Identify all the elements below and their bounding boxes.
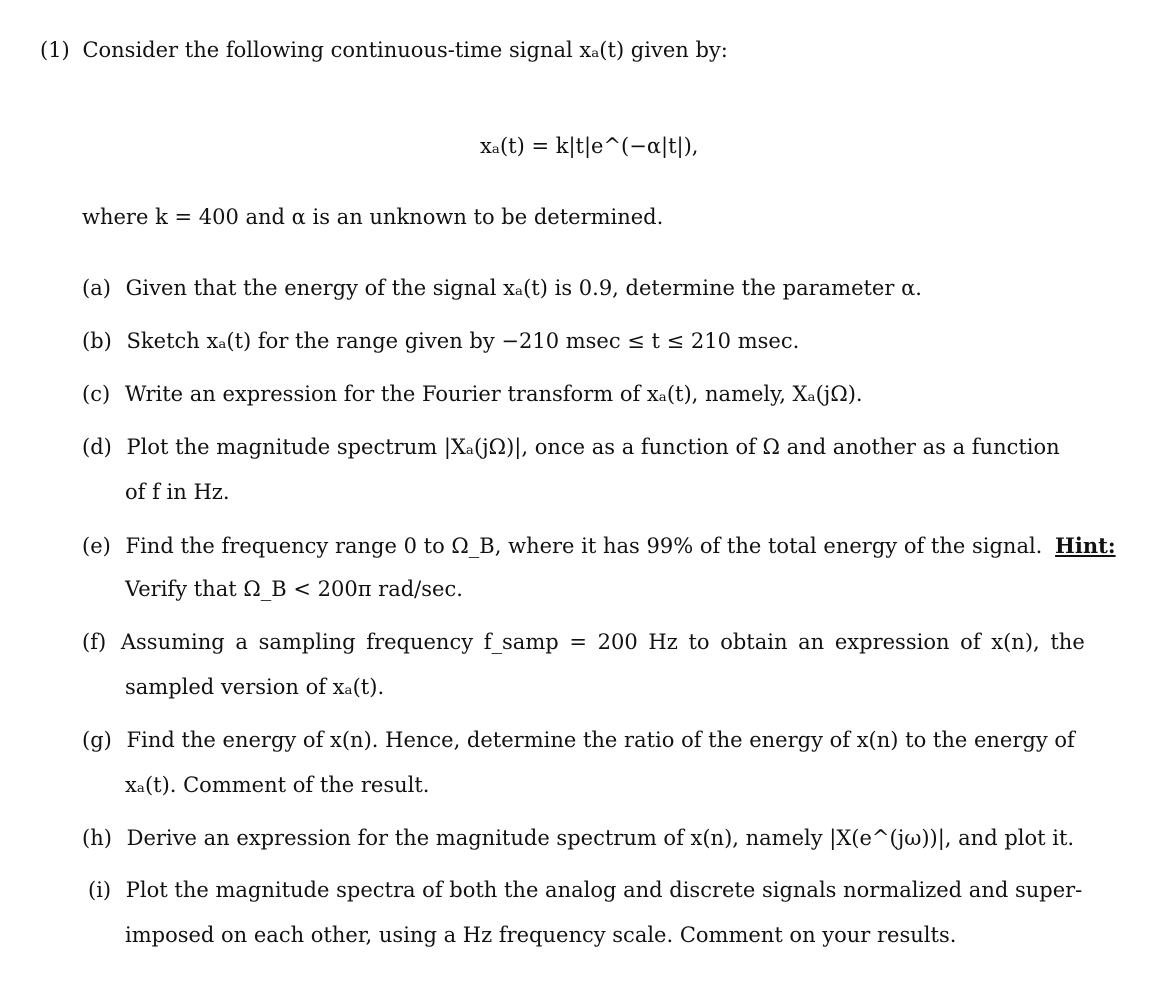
part-b-text: Sketch xₐ(t) for the range given by −210 msec ≤ t ≤ 210 msec. (126, 329, 800, 353)
part-e-label: (e) (82, 534, 111, 558)
part-c-text: Write an expression for the Fourier transform of xₐ(t), namely, Xₐ(jΩ). (124, 382, 863, 406)
problem-number: (1) (40, 38, 70, 62)
part-i-text-1: Plot the magnitude spectra of both the analog and discrete signals normalized and super- (125, 878, 1083, 902)
problem-intro: Consider the following continuous-time signal xₐ(t) given by: (82, 38, 728, 62)
part-e-text-2: Verify that Ω_B < 200π rad/sec. (125, 577, 463, 601)
part-f-label: (f) (82, 630, 107, 654)
part-d-text-1: Plot the magnitude spectrum |Xₐ(jΩ)|, once as a function of Ω and another as a function (126, 435, 1060, 459)
part-g-text-1: Find the energy of x(n). Hence, determine the ratio of the energy of x(n) to the energy of (126, 728, 1075, 752)
part-h-label: (h) (82, 826, 112, 850)
part-h-text: Derive an expression for the magnitude spectrum of x(n), namely |X(e^(jω))|, and plot it. (126, 826, 1075, 850)
part-e-text-1: Find the frequency range 0 to Ω_B, where it has 99% of the total energy of the signal. (125, 534, 1043, 558)
part-h (82, 826, 1074, 851)
part-e (82, 533, 1116, 559)
problem-intro-line (40, 38, 728, 63)
part-e-hint: Hint: (1055, 533, 1116, 558)
part-f-text-1: Assuming a sampling frequency f_samp = 200 Hz to obtain an expression of x(n), the (120, 630, 1085, 654)
part-c-label: (c) (82, 382, 111, 406)
part-d-label: (d) (82, 435, 112, 459)
part-g (82, 728, 1075, 753)
part-a (82, 276, 922, 301)
problem-where: where k = 400 and α is an unknown to be determined. (82, 205, 664, 229)
part-a-label: (a) (82, 276, 111, 300)
part-d (82, 435, 1060, 460)
part-b-label: (b) (82, 329, 112, 353)
part-i-text-2: imposed on each other, using a Hz frequency scale. Comment on your results. (125, 923, 957, 947)
part-f-text-2: sampled version of xₐ(t). (125, 675, 385, 699)
part-b (82, 329, 799, 354)
part-g-label: (g) (82, 728, 112, 752)
part-a-text: Given that the energy of the signal xₐ(t) is 0.9, determine the parameter α. (125, 276, 922, 300)
part-c (82, 382, 863, 407)
part-i-label: (i) (88, 878, 112, 902)
part-i (88, 878, 1082, 903)
part-d-text-2: of f in Hz. (125, 480, 230, 504)
part-f (82, 630, 1085, 655)
part-g-text-2: xₐ(t). Comment of the result. (125, 773, 430, 797)
signal-equation: xₐ(t) = k|t|e^(−α|t|), (480, 134, 699, 158)
